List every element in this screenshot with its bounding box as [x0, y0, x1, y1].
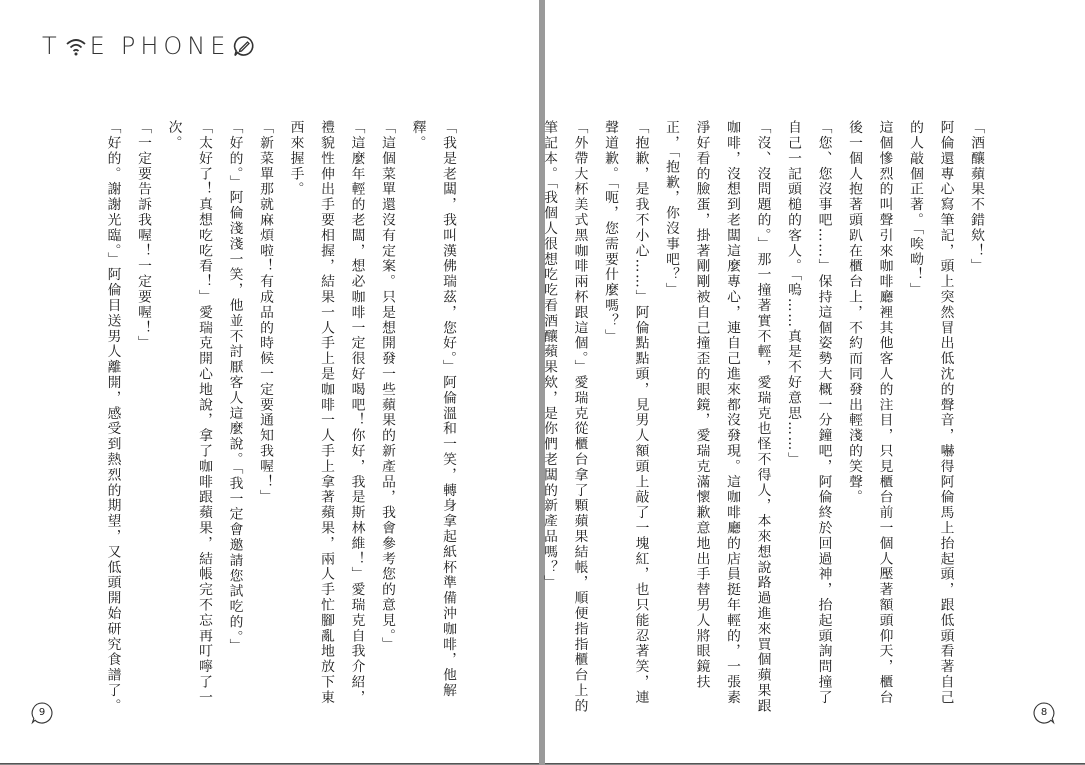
paragraph: 「好的。謝謝光臨。」阿倫目送男人離開，感受到熱烈的期望，又低頭開始研究食譜了。 — [104, 120, 121, 714]
page-number-badge — [30, 701, 54, 725]
right-page — [541, 0, 1085, 764]
paragraph: 「您、您沒事吧……」保持這個姿勢大概一分鐘吧，阿倫終於回過神，抬起頭詢問撞了自己一記頭槌的客人。「嗚……真是不好意思……」 — [785, 120, 832, 706]
page-number-badge — [1032, 701, 1056, 725]
left-page — [0, 0, 539, 764]
the-phone-logo — [42, 32, 255, 60]
paragraph: 「太好了！真想吃吃看！」愛瑞克開心地說，拿了咖啡跟蘋果，結帳完不忘再叮嚀了一次。 — [165, 120, 212, 706]
paragraph: 阿倫還專心寫筆記，頭上突然冒出低沈的聲音，嚇得阿倫馬上抬起頭，跟低頭看著自己的人敲個正著。「唉呦！」 — [907, 120, 954, 706]
paragraph: 「我是老闆，我叫漢佛瑞茲，您好。」阿倫溫和一笑，轉身拿起紙杯準備沖咖啡，他解釋。 — [409, 120, 456, 699]
paragraph: 「一定要告訴我喔！一定要喔！」 — [135, 120, 151, 351]
left-page-text — [97, 120, 463, 720]
logo-letter-e: E — [89, 32, 110, 60]
right-page-text — [534, 120, 992, 720]
paragraph: 「抱歉，是我不小心……」阿倫點點頭，見男人額頭上敲了一塊紅，也只能忍著笑，連聲道歉。「呃，您需要什麼嗎？」 — [602, 120, 649, 706]
logo-word-phone: PHONE — [120, 32, 231, 60]
paragraph: 「好的。」阿倫淺淺一笑，他並不討厭客人這麼說。「我一定會邀請您試吃的。」 — [226, 120, 243, 654]
paragraph: 「這麼年輕的老闆，想必咖啡一定很好喝吧！你好，我是斯林維！」愛瑞克自我介紹，禮貌性伸出手要相握，結果一人手上是咖啡一人手上拿著蘋果，兩人手忙腳亂地放下東西來握手。 — [287, 120, 365, 706]
wifi-icon — [65, 36, 87, 56]
paragraph: 「酒釀蘋果不錯欸！」 — [968, 120, 984, 274]
paragraph: 「外帶大杯美式黑咖啡兩杯跟這個。」愛瑞克從櫃台拿了顆蘋果結帳，順便指指櫃台上的筆記本。「我個人很想吃吃看酒釀蘋果欸，是你們老闆的新產品嗎？」 — [541, 120, 588, 714]
paragraph: 「沒、沒問題的。」那一撞著實不輕，愛瑞克也怪不得人，本來想說路過進來買個蘋果跟咖啡，沒想到老闆這麼專心，連自己進來都沒發現。這咖啡廳的店員挺年輕的，一張素淨好看的臉蛋，掛著剛剛被自己撞歪的眼鏡，愛瑞克滿懷歉意地出手替男人將眼鏡扶正，「抱歉，你沒事吧？」 — [663, 120, 771, 714]
paragraph: 「新菜單那就麻煩啦！有成品的時候一定要通知我喔！」 — [257, 120, 273, 505]
speech-bubble-icon — [233, 35, 255, 57]
paragraph: 這個慘烈的叫聲引來咖啡廳裡其他客人的注目，只見櫃台前一個人壓著額頭仰天，櫃台後一個人抱著頭趴在櫃台上，不約而同發出輕淺的笑聲。 — [846, 120, 893, 706]
page-number: 9 — [38, 707, 46, 718]
paragraph: 「這個菜單還沒有定案。只是想開發一些蘋果的新產品，我會參考您的意見。」 — [379, 120, 395, 653]
page-number: 8 — [1040, 707, 1048, 718]
logo-letter-t: T — [42, 32, 62, 60]
